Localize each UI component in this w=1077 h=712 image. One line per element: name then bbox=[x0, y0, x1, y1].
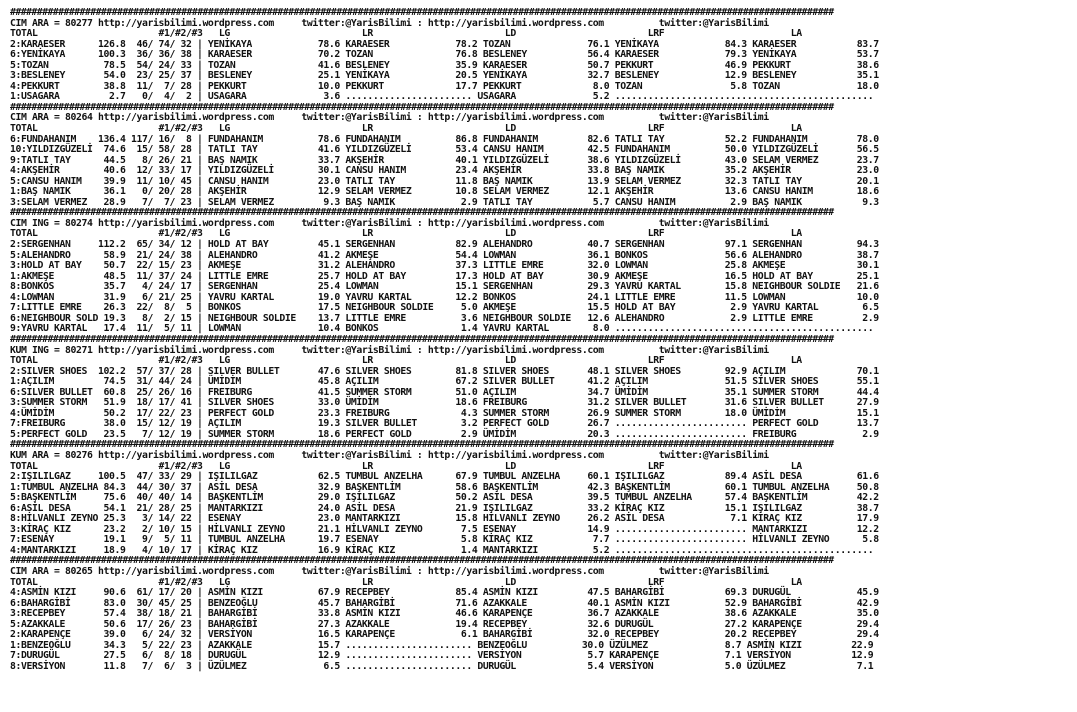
horse-row: 5:ALEHANDRO 58.9 21/ 24/ 38 | ALEHANDRO 41.2 AKMEŞE 54.4 LOWMAN 36.1 BONKOS 56.6 ALEHANDRO 38.7 bbox=[10, 249, 879, 261]
horse-row: 6:NEIGHBOUR SOLD 19.3 8/ 2/ 15 | NEIGHBOUR SOLDIE 13.7 LITTLE EMRE 3.6 NEIGHBOUR SOLDIE 12.6 ALEHANDRO 2.9 LITTLE EMRE 2.9 bbox=[10, 312, 879, 324]
race-header: CIM ARA = 80264 http://yarisbilimi.wordpress.com twitter:@YarisBilimi : http://yarisbilimi.wordpress.com twitter:@YarisBilimi bbox=[10, 112, 769, 124]
column-headings: TOTAL #1/#2/#3 LG LR LD LRF LA bbox=[10, 355, 802, 367]
horse-row: 8:BONKOS 35.7 4/ 24/ 17 | SERGENHAN 25.4 LOWMAN 15.1 SERGENHAN 29.3 YAVRU KARTAL 15.8 NEIGHBOUR SOLDIE 21.6 bbox=[10, 281, 879, 293]
horse-row: 3:BESLENEY 54.0 23/ 25/ 37 | BESLENEY 25.1 YENİKAYA 20.5 YENİKAYA 32.7 BESLENEY 12.9 BESLENEY 35.1 bbox=[10, 70, 879, 82]
horse-row: 8:HİLVANLI ZEYNO 25.3 3/ 14/ 22 | ESENAY 23.0 MANTARKIZI 15.8 HİLVANLI ZEYNO 26.2 ASİL DESA 7.1 KİRAÇ KIZ 17.9 bbox=[10, 513, 879, 525]
horse-row: 9:YAVRU KARTAL 17.4 11/ 5/ 11 | LOWMAN 10.4 BONKOS 1.4 YAVRU KARTAL 8.0 ............................................... bbox=[10, 323, 874, 335]
column-headings: TOTAL #1/#2/#3 LG LR LD LRF LA bbox=[10, 28, 802, 40]
rule: ########################################################################################################################################################## bbox=[10, 207, 834, 219]
rule: ########################################################################################################################################################## bbox=[10, 333, 834, 345]
horse-row: 6:FUNDAHANIM 136.4 117/ 16/ 8 | FUNDAHANIM 78.6 FUNDAHANIM 86.8 FUNDAHANIM 82.6 TATLI TAY 52.2 FUNDAHANIM 78.0 bbox=[10, 133, 879, 145]
horse-row: 10:YILDIZGÜZELİ 74.6 15/ 58/ 28 | TATLI TAY 41.6 YILDIZGÜZELİ 53.4 CANSU HANIM 42.5 FUNDAHANIM 50.0 YILDIZGÜZELİ 56.5 bbox=[10, 144, 879, 156]
horse-row: 4:MANTARKIZI 18.9 4/ 10/ 17 | KİRAÇ KIZ 16.9 KİRAÇ KIZ 1.4 MANTARKIZI 5.2 ............................................... bbox=[10, 544, 874, 556]
horse-row: 3:RECEPBEY 57.4 38/ 18/ 21 | BAHARGİBİ 33.8 ASMİN KIZI 46.6 KARAPENÇE 36.7 AZAKKALE 38.6 AZAKKALE 35.0 bbox=[10, 608, 879, 620]
horse-row: 7:ESENAY 19.1 9/ 5/ 11 | TUMBUL ANZELHA 19.7 ESENAY 5.8 KİRAÇ KIZ 7.7 ........................ HİLVANLI ZEYNO 5.8 bbox=[10, 534, 879, 546]
horse-row: 1:USAGARA 2.7 0/ 4/ 2 | USAGARA 3.6 ....................... USAGARA 5.2 ............................................... bbox=[10, 91, 874, 103]
race-header: KUM ING = 80271 http://yarisbilimi.wordpress.com twitter:@YarisBilimi : http://yarisbilimi.wordpress.com twitter:@YarisBilimi bbox=[10, 344, 769, 356]
horse-row: 7:DURUGÜL 27.5 6/ 8/ 18 | DURUGÜL 12.9 ....................... VERSİYON 5.7 KARAPENÇE 7.1 VERSİYON 12.9 bbox=[10, 650, 874, 662]
horse-row: 1:BAŞ NAMIK 36.1 0/ 20/ 28 | AKŞEHİR 12.9 SELAM VERMEZ 10.8 SELAM VERMEZ 12.1 AKŞEHİR 13.6 CANSU HANIM 18.6 bbox=[10, 186, 879, 198]
horse-row: 1:TUMBUL ANZELHA 84.3 44/ 30/ 37 | ASİL DESA 32.9 BAŞKENTLİM 58.6 BAŞKENTLİM 42.3 BAŞKENTLİM 60.1 TUMBUL ANZELHA 50.8 bbox=[10, 481, 879, 493]
horse-row: 3:SUMMER STORM 51.9 18/ 17/ 41 | SILVER SHOES 33.0 ÜMİDİM 18.6 FREIBURG 31.2 SILVER BULLET 31.6 SILVER BULLET 27.9 bbox=[10, 397, 879, 409]
horse-row: 8:VERSİYON 11.8 7/ 6/ 3 | ÜZÜLMEZ 6.5 ....................... DURUGÜL 5.4 VERSİYON 5.0 ÜZÜLMEZ 7.1 bbox=[10, 660, 874, 672]
race-header: CIM ING = 80274 http://yarisbilimi.wordpress.com twitter:@YarisBilimi : http://yarisbilimi.wordpress.com twitter:@YarisBilimi bbox=[10, 217, 769, 229]
horse-row: 3:SELAM VERMEZ 28.9 7/ 7/ 23 | SELAM VERMEZ 9.3 BAŞ NAMIK 2.9 TATLI TAY 5.7 CANSU HANIM 2.9 BAŞ NAMIK 9.3 bbox=[10, 196, 879, 208]
rule: ########################################################################################################################################################## bbox=[10, 555, 834, 567]
horse-row: 1:AÇILIM 74.5 31/ 44/ 24 | ÜMİDİM 45.8 AÇILIM 67.2 SILVER BULLET 41.2 AÇILIM 51.5 SILVER SHOES 55.1 bbox=[10, 376, 879, 388]
horse-row: 2:SERGENHAN 112.2 65/ 34/ 12 | HOLD AT BAY 45.1 SERGENHAN 82.9 ALEHANDRO 40.7 SERGENHAN 97.1 SERGENHAN 94.3 bbox=[10, 239, 879, 251]
rule: ########################################################################################################################################################## bbox=[10, 439, 834, 451]
horse-row: 5:AZAKKALE 50.6 17/ 26/ 23 | BAHARGİBİ 27.3 AZAKKALE 19.4 RECEPBEY 32.6 DURUGÜL 27.2 KARAPENÇE 29.4 bbox=[10, 618, 879, 630]
horse-row: 4:PEKKURT 38.8 11/ 7/ 28 | PEKKURT 10.0 PEKKURT 17.7 PEKKURT 8.0 TOZAN 5.8 TOZAN 18.0 bbox=[10, 80, 879, 92]
column-headings: TOTAL #1/#2/#3 LG LR LD LRF LA bbox=[10, 228, 802, 240]
horse-row: 6:SILVER BULLET 60.8 25/ 26/ 16 | FREIBURG 41.5 SUMMER STORM 51.0 AÇILIM 34.7 ÜMİDİM 35.1 SUMMER STORM 44.4 bbox=[10, 386, 879, 398]
horse-row: 5:TOZAN 78.5 54/ 24/ 33 | TOZAN 41.6 BESLENEY 35.9 KARAESER 50.7 PEKKURT 46.9 PEKKURT 38.6 bbox=[10, 59, 879, 71]
horse-row: 1:BENZEOĞLU 34.3 5/ 22/ 23 | AZAKKALE 15.7 ....................... BENZEOĞLU 30.0 ÜZÜLMEZ 8.7 ASMİN KIZI 22.9 bbox=[10, 639, 874, 651]
horse-row: 6:YENİKAYA 100.3 36/ 36/ 38 | KARAESER 70.2 TOZAN 76.8 BESLENEY 56.4 KARAESER 79.3 YENİKAYA 53.7 bbox=[10, 49, 879, 61]
horse-row: 3:HOLD AT BAY 50.7 22/ 15/ 23 | AKMEŞE 31.2 ALEHANDRO 37.3 LITTLE EMRE 32.0 LOWMAN 25.8 AKMEŞE 30.1 bbox=[10, 260, 879, 272]
rule: ########################################################################################################################################################## bbox=[10, 8, 834, 18]
race-header: CIM ARA = 80277 http://yarisbilimi.wordpress.com twitter:@YarisBilimi : http://yarisbilimi.wordpress.com twitter:@YarisBilimi bbox=[10, 17, 769, 29]
column-headings: TOTAL #1/#2/#3 LG LR LD LRF LA bbox=[10, 460, 802, 472]
horse-row: 9:TATLI TAY 44.5 8/ 26/ 21 | BAŞ NAMIK 33.7 AKŞEHİR 40.1 YILDIZGÜZELİ 38.6 YILDIZGÜZELİ 43.0 SELAM VERMEZ 23.7 bbox=[10, 154, 879, 166]
race-header: CIM ARA = 80265 http://yarisbilimi.wordpress.com twitter:@YarisBilimi : http://yarisbilimi.wordpress.com twitter:@YarisBilimi bbox=[10, 565, 769, 577]
column-headings: TOTAL #1/#2/#3 LG LR LD LRF LA bbox=[10, 576, 802, 588]
horse-row: 3:KİRAÇ KIZ 23.2 2/ 10/ 15 | HİLVANLI ZEYNO 21.1 HİLVANLI ZEYNO 7.5 ESENAY 14.9 ........................ MANTARKIZI 12.2 bbox=[10, 523, 879, 535]
horse-row: 4:ÜMİDİM 50.2 17/ 22/ 23 | PERFECT GOLD 23.3 FREIBURG 4.3 SUMMER STORM 26.9 SUMMER STORM 18.0 ÜMİDİM 15.1 bbox=[10, 407, 879, 419]
horse-row: 2:SILVER SHOES 102.2 57/ 37/ 28 | SILVER BULLET 47.6 SILVER SHOES 81.8 SILVER SHOES 48.1 SILVER SHOES 92.9 AÇILIM 70.1 bbox=[10, 365, 879, 377]
horse-row: 5:CANSU HANIM 39.9 11/ 10/ 45 | CANSU HANIM 23.0 TATLI TAY 11.8 BAŞ NAMIK 13.9 SELAM VERMEZ 32.3 TATLI TAY 20.1 bbox=[10, 175, 879, 187]
horse-row: 5:BAŞKENTLİM 75.6 40/ 40/ 14 | BAŞKENTLİM 29.0 IŞILILGAZ 50.2 ASİL DESA 39.5 TUMBUL ANZELHA 57.4 BAŞKENTLİM 42.2 bbox=[10, 492, 879, 504]
race-report bbox=[10, 8, 1072, 708]
rule: ########################################################################################################################################################## bbox=[10, 101, 834, 113]
horse-row: 5:PERFECT GOLD 23.5 7/ 12/ 19 | SUMMER STORM 18.6 PERFECT GOLD 2.9 ÜMİDİM 20.3 ........................ FREIBURG 2.9 bbox=[10, 428, 879, 440]
column-headings: TOTAL #1/#2/#3 LG LR LD LRF LA bbox=[10, 123, 802, 135]
horse-row: 4:AKŞEHİR 40.6 12/ 33/ 17 | YILDIZGÜZELİ 30.1 CANSU HANIM 23.4 AKŞEHİR 33.8 BAŞ NAMIK 35.2 AKŞEHİR 23.0 bbox=[10, 165, 879, 177]
horse-row: 7:FREIBURG 38.0 15/ 12/ 19 | AÇILIM 19.3 SILVER BULLET 3.2 PERFECT GOLD 26.7 ........................ PERFECT GOLD 13.7 bbox=[10, 418, 879, 430]
horse-row: 2:IŞILILGAZ 100.5 47/ 33/ 29 | IŞILILGAZ 62.5 TUMBUL ANZELHA 67.9 TUMBUL ANZELHA 60.1 IŞILILGAZ 89.4 ASİL DESA 61.6 bbox=[10, 471, 879, 483]
horse-row: 7:LITTLE EMRE 26.3 22/ 8/ 5 | BONKOS 17.5 NEIGHBOUR SOLDIE 5.0 AKMEŞE 15.5 HOLD AT BAY 2.9 YAVRU KARTAL 6.5 bbox=[10, 302, 879, 314]
horse-row: 4:ASMİN KIZI 90.6 61/ 17/ 20 | ASMİN KIZI 67.9 RECEPBEY 85.4 ASMİN KIZI 47.5 BAHARGİBİ 69.3 DURUGÜL 45.9 bbox=[10, 587, 879, 599]
horse-row: 4:LOWMAN 31.9 6/ 21/ 25 | YAVRU KARTAL 19.0 YAVRU KARTAL 12.2 BONKOS 24.1 LITTLE EMRE 11.5 LOWMAN 10.0 bbox=[10, 291, 879, 303]
race-header: KUM ARA = 80276 http://yarisbilimi.wordpress.com twitter:@YarisBilimi : http://yarisbilimi.wordpress.com twitter:@YarisBilimi bbox=[10, 449, 769, 461]
horse-row: 2:KARAESER 126.8 46/ 74/ 32 | YENİKAYA 78.6 KARAESER 78.2 TOZAN 76.1 YENİKAYA 84.3 KARAESER 83.7 bbox=[10, 38, 879, 50]
horse-row: 6:BAHARGİBİ 83.0 30/ 45/ 25 | BENZEOĞLU 45.7 BAHARGİBİ 71.6 AZAKKALE 40.1 ASMİN KIZI 52.9 BAHARGİBİ 42.9 bbox=[10, 597, 879, 609]
horse-row: 2:KARAPENÇE 39.0 6/ 24/ 32 | VERSİYON 16.5 KARAPENÇE 6.1 BAHARGİBİ 32.0 RECEPBEY 20.2 RECEPBEY 29.4 bbox=[10, 629, 879, 641]
horse-row: 1:AKMEŞE 48.5 11/ 37/ 24 | LITTLE EMRE 25.7 HOLD AT BAY 17.3 HOLD AT BAY 30.9 AKMEŞE 16.5 HOLD AT BAY 25.1 bbox=[10, 270, 879, 282]
horse-row: 6:ASİL DESA 54.1 21/ 28/ 25 | MANTARKIZI 24.0 ASİL DESA 21.9 IŞILILGAZ 33.2 KİRAÇ KIZ 15.1 IŞILILGAZ 38.7 bbox=[10, 502, 879, 514]
